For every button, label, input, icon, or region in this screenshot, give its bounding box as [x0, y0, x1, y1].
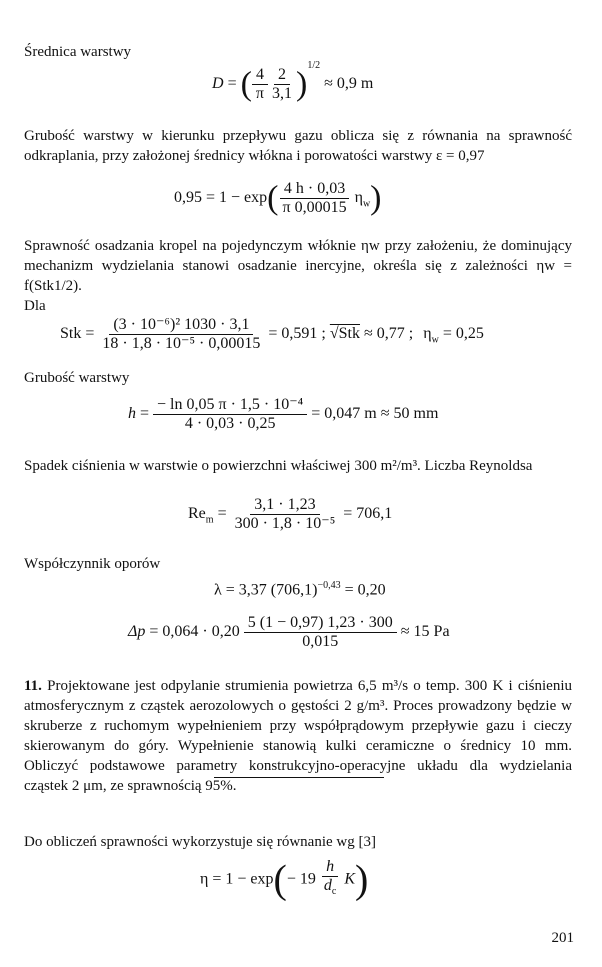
eq1-lhs: D — [212, 75, 224, 93]
heading-srednica: Średnica warstwy — [24, 44, 132, 60]
problem-number: 11. — [24, 678, 42, 694]
eq5-frac: $\frac{3,1 \cdot 1,23}{\text{300 · 1,8 · 10⁻⁵}}$ — [234, 496, 336, 532]
eq1-frac-b: $\frac{2}{3,1}$ — [272, 66, 292, 102]
heading-wspolczynnik: Współczynnik oporów — [24, 556, 161, 572]
equation-lambda: λ = 3,37 $(706,1)^{-0,43} = 0,20$ — [214, 580, 386, 599]
problem-text: Projektowane jest odpylanie strumienia powietrza 6,5 m³/s o temp. 300 K i ciśnieniu atmosferycznym z cząstek aerozolowych o gęstości 2 g/m³. Proces prowadzony będzie w skruberze z ruchomym wypełnieniem przy współprądowym przepływie gazu i cieczy skierowanym do góry. Wypełnienie stanowią kulki ceramiczne o średnicy 10 mm. Obliczyć podstawowe parametry konstrukcyjno-operacyjne układu dla wydzielania cząstek 2 μm, ze sprawnością 95%. — [24, 678, 573, 794]
paragraph-thickness: Grubość warstwy w kierunku przepływu gazu oblicza się z równania na sprawność odkraplania, przy założonej średnicy włókna i porowatości warstwy ε = 0,97 — [24, 128, 572, 164]
equation-thickness: h = $\frac{\text{− ln 0,05 π · 1,5 · 10⁻⁴}}{4 \cdot 0,03 \cdot 0,25}$ = 0,047 m ≈ 50 mm — [128, 396, 439, 432]
problem-11 — [24, 676, 572, 796]
eq8-frac: $\frac{h}{d_c}$ — [323, 858, 337, 898]
equation-diameter: D = ( $\frac{4}{\pi}$ $\frac{2}{3,1}$ )$^{1/2}$ ≈ 0,9 m — [212, 59, 374, 103]
equation-eta: η = 1 − exp(− 19 $\frac{h}{d_c}$ K) — [200, 856, 369, 902]
eq2-frac: $\frac{4 h \cdot 0,03}{\pi 0,00015}$ — [278, 180, 350, 217]
eq1-result: 0,9 m — [336, 75, 374, 93]
paragraph-calculation: Do obliczeń sprawności wykorzystuje się równanie wg [3] — [24, 834, 376, 850]
equation-delta-p: Δp = 0,064 · 0,20 $\frac{5 (1 - 0,97) 1,23 \cdot 300}{0,015}$ ≈ 15 Pa — [128, 614, 450, 650]
equation-stokes: Stk = $\frac{\text{(3 · 10⁻⁶)² 1030 · 3,1}}{\text{18 · 1,8 · 10⁻⁵ · 0,00015}}$ = 0,591 ; √Stk ≈ 0,77 ; $\eta_w = 0,25$ — [60, 316, 484, 352]
paragraph-pressure-drop: Spadek ciśnienia w warstwie o powierzchni właściwej 300 m²/m³. Liczba Reynoldsa — [24, 458, 533, 474]
eq1-rel: = — [227, 75, 237, 93]
paragraph-deposition: Sprawność osadzania kropel na pojedynczym włóknie ηw przy założeniu, że dominujący mechanizm wydzielania stanowi osadzanie inercyjne, określa się z zależności ηw = f(Stk1/2). — [24, 238, 572, 294]
eq1-approx: ≈ — [324, 75, 333, 93]
section-divider — [214, 777, 384, 778]
eq4-frac: $\frac{\text{− ln 0,05 π · 1,5 · 10⁻⁴}}{4 \cdot 0,03 \cdot 0,25}$ — [153, 396, 307, 433]
equation-efficiency: 0,95 = 1 − exp( $\frac{4 h \cdot 0,03}{\pi 0,00015}$ $\eta_w$) — [174, 179, 382, 217]
heading-grubosc: Grubość warstwy — [24, 370, 130, 386]
label-dla: Dla — [24, 298, 46, 314]
equation-reynolds: $Re_m$ = $\frac{3,1 \cdot 1,23}{\text{300 · 1,8 · 10⁻⁵}}$ = 706,1 — [188, 496, 393, 532]
page-number: 201 — [551, 930, 574, 946]
eq1-exponent: 1/2 — [307, 59, 321, 71]
eq7-frac: $\frac{5 (1 - 0,97) 1,23 \cdot 300}{0,015}$ — [244, 614, 397, 651]
eq3-frac: $\frac{\text{(3 · 10⁻⁶)² 1030 · 3,1}}{\text{18 · 1,8 · 10⁻⁵ · 0,00015}}$ — [102, 316, 261, 352]
eq1-frac-a: $\frac{4}{\pi}$ — [252, 66, 268, 103]
